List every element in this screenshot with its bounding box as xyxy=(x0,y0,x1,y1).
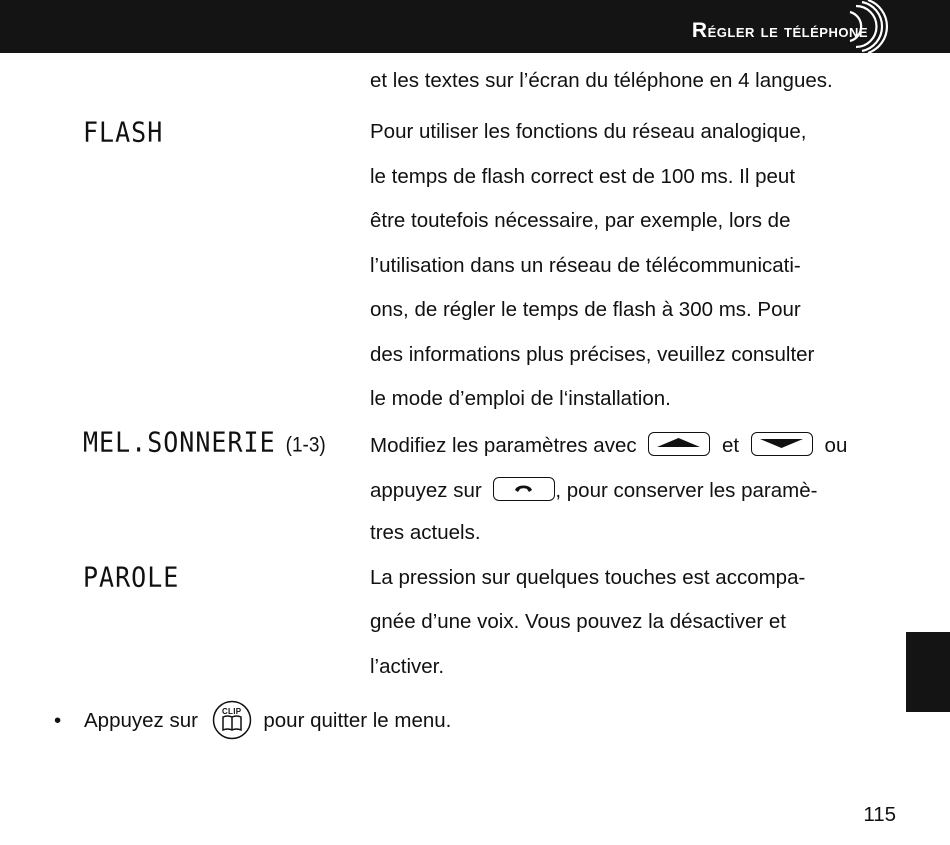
flash-text-line: des informations plus précises, veuillez consulter xyxy=(370,343,815,366)
ring-melody-menu-label: MEL.SONNERIE (1-3) xyxy=(83,426,326,458)
exit-menu-instruction: • Appuyez sur CLIP pour quitter le menu. xyxy=(54,700,451,740)
header-bar xyxy=(0,0,950,53)
sound-waves-icon xyxy=(848,0,898,53)
flash-text-line: le mode d’emploi de l‘installation. xyxy=(370,387,671,410)
voice-text-line: l’activer. xyxy=(370,655,445,678)
flash-text-line: être toutefois nécessaire, par exemple, lors de xyxy=(370,209,791,232)
flash-text-line: le temps de flash correct est de 100 ms. Il peut xyxy=(370,165,796,188)
melody-text-line-3: tres actuels. xyxy=(370,521,481,544)
clip-key-label: CLIP xyxy=(221,707,242,716)
flash-text-line: l’utilisation dans un réseau de télécommunicati- xyxy=(370,254,801,277)
voice-text-line: gnée d’une voix. Vous pouvez la désactiver et xyxy=(370,610,786,633)
flash-text-line: Pour utiliser les fonctions du réseau analogique, xyxy=(370,120,807,143)
voice-text-line: La pression sur quelques touches est accompa- xyxy=(370,566,806,589)
arrow-up-key-icon xyxy=(648,432,710,456)
intro-text-tail: et les textes sur l’écran du téléphone en 4 langues. xyxy=(370,69,833,92)
hang-up-key-icon xyxy=(493,477,555,501)
page-number: 115 xyxy=(863,803,896,826)
melody-text-line-1: Modifiez les paramètres avec et ou xyxy=(370,434,848,457)
voice-menu-label: PAROLE xyxy=(83,561,180,593)
clip-book-key-icon xyxy=(212,700,252,740)
chapter-tab xyxy=(906,632,950,712)
flash-menu-label: FLASH xyxy=(83,116,164,148)
ring-melody-range: (1-3) xyxy=(285,433,326,457)
arrow-down-key-icon xyxy=(751,432,813,456)
chapter-title: Régler le téléphone xyxy=(691,19,868,42)
melody-text-line-2: appuyez sur , pour conserver les paramè- xyxy=(370,479,818,502)
bullet-marker: • xyxy=(54,709,62,732)
flash-text-line: ons, de régler le temps de flash à 300 ms. Pour xyxy=(370,298,801,321)
